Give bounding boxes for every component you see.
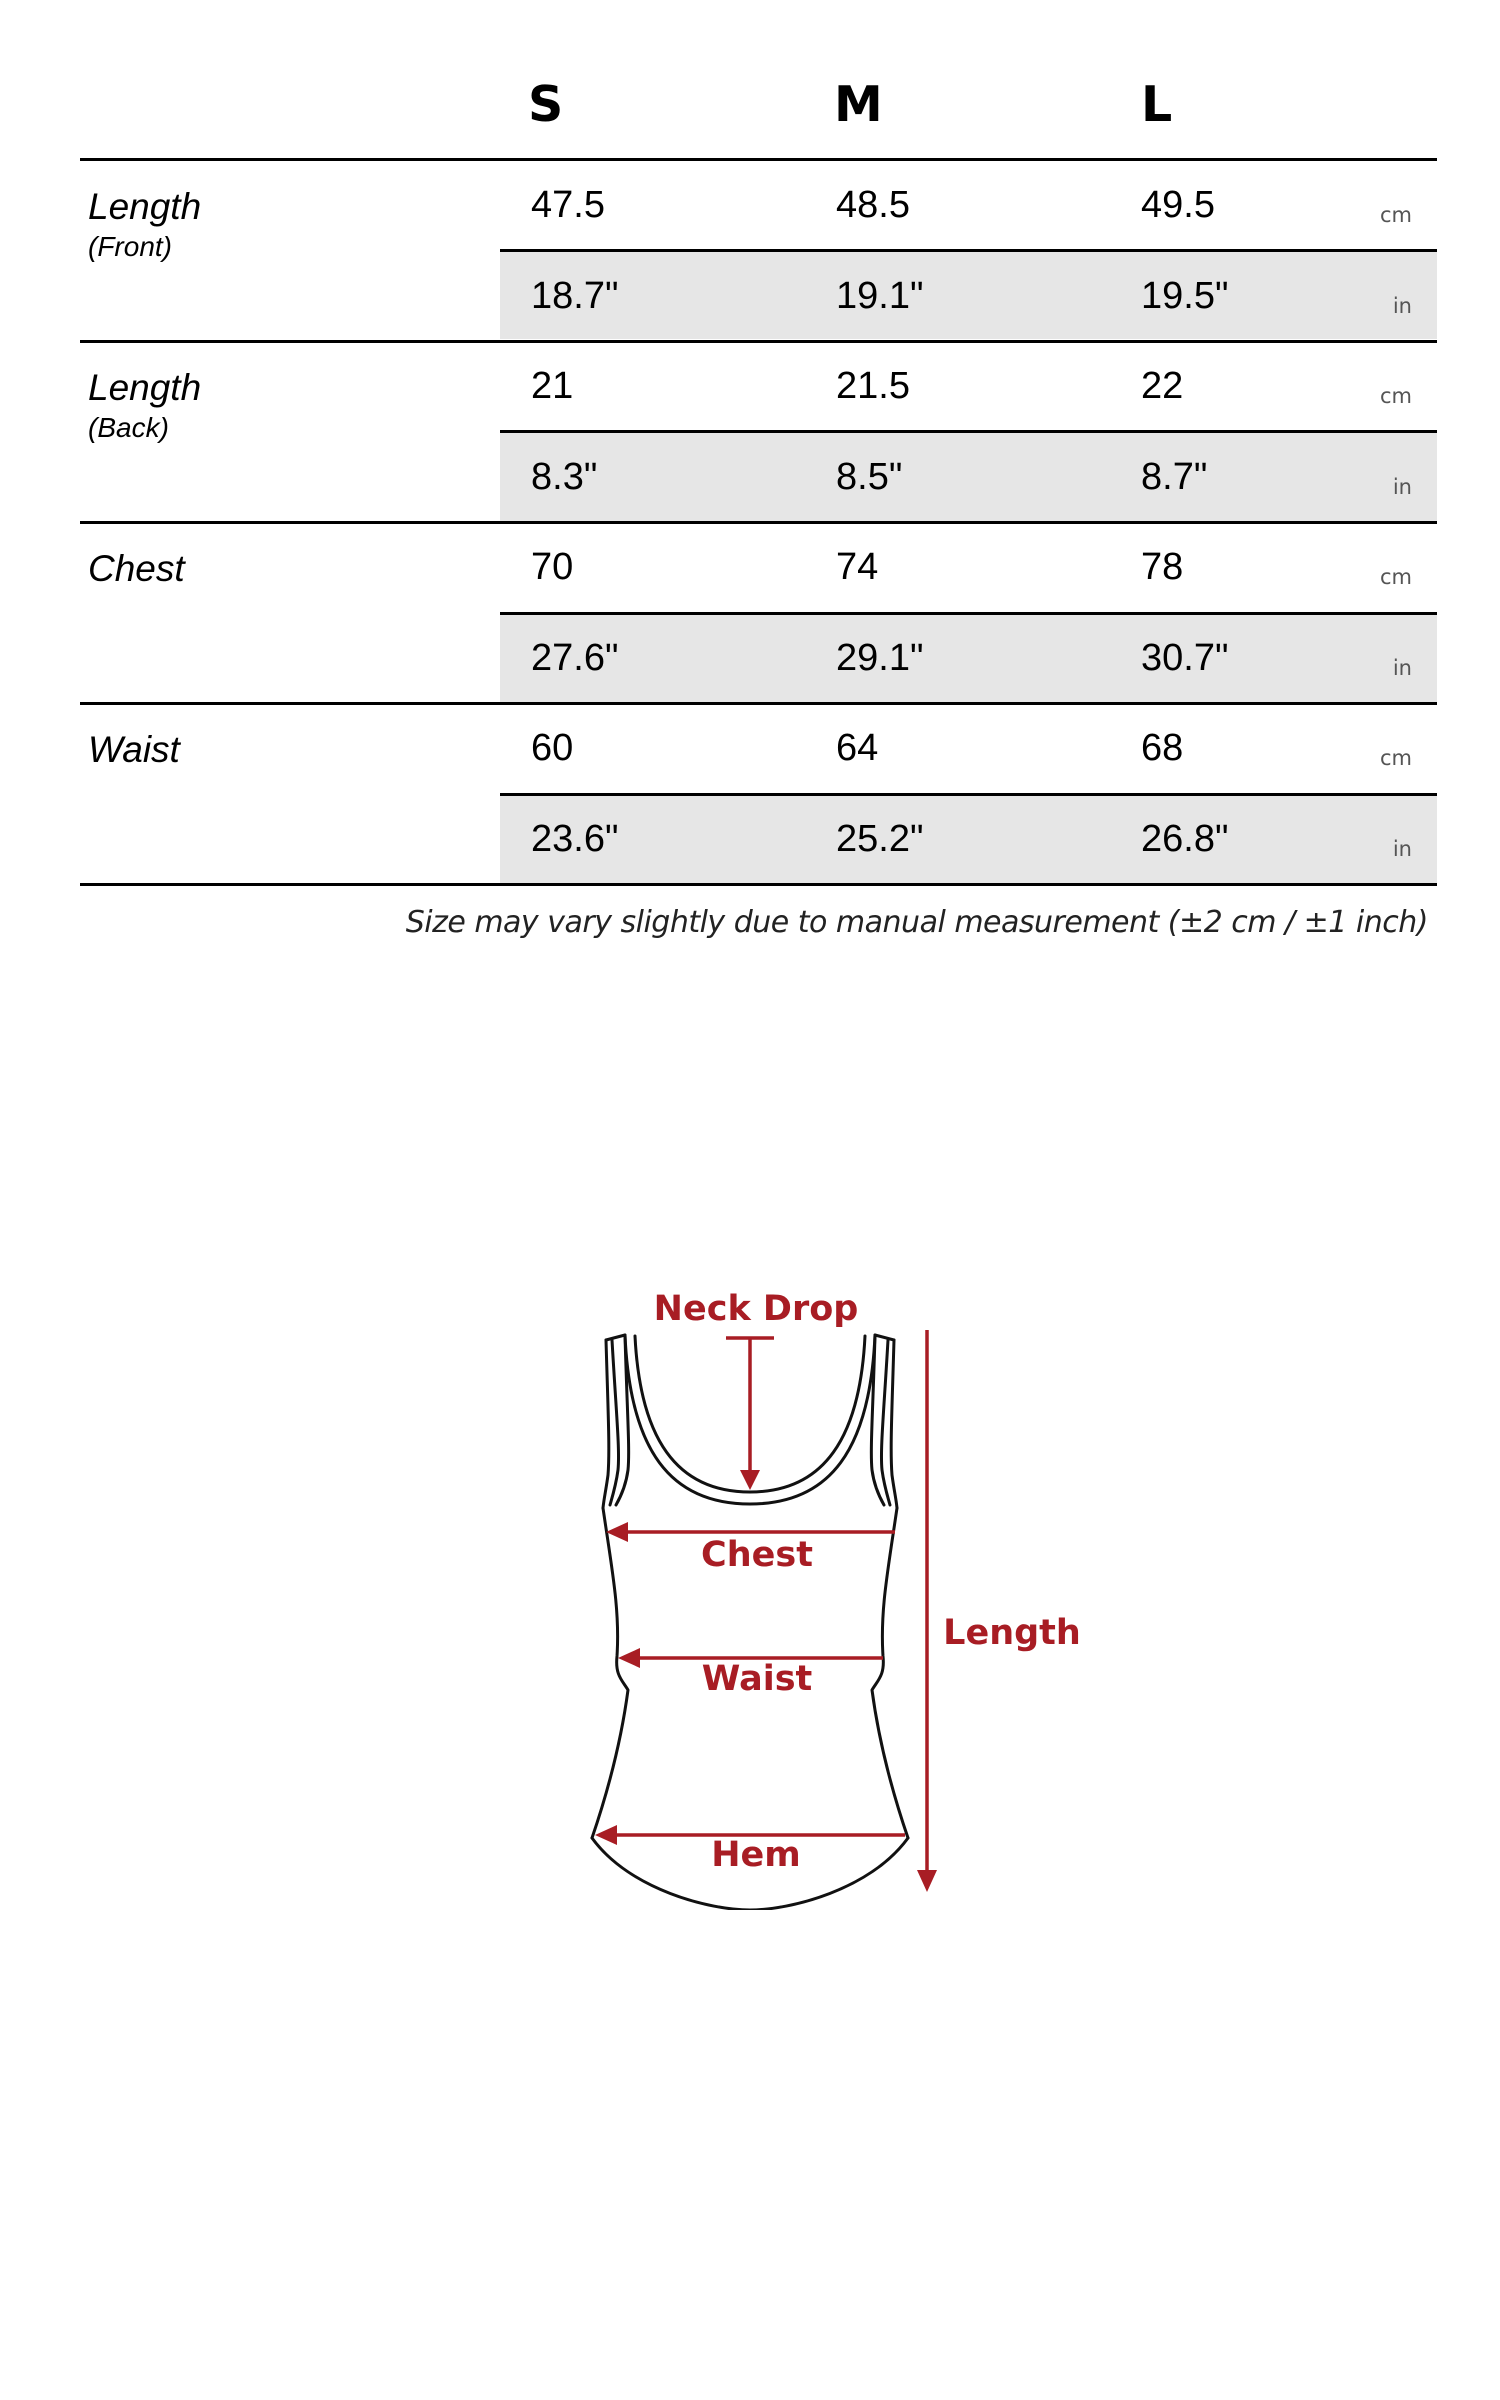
measurement-subname: (Front) — [88, 231, 172, 262]
value-in-s: 8.3" — [531, 456, 598, 498]
unit-in: in — [1392, 656, 1412, 680]
value-in-s: 18.7" — [531, 275, 619, 317]
value-in-s: 27.6" — [531, 637, 619, 679]
table-rule — [80, 702, 1437, 705]
measurement-name: Chest — [88, 548, 185, 589]
length-arrowhead — [917, 1870, 937, 1892]
value-cm-l: 22 — [1141, 365, 1184, 407]
measurement-name: Length — [88, 367, 202, 408]
value-cm-m: 48.5 — [836, 184, 910, 226]
size-header-s: S — [528, 76, 564, 133]
neck-drop-label: Neck Drop — [653, 1289, 859, 1329]
unit-in: in — [1392, 294, 1412, 318]
table-rule — [80, 521, 1437, 524]
table-rule — [80, 340, 1437, 343]
hem-label: Hem — [711, 1835, 801, 1875]
table-rule-inner — [500, 793, 1437, 796]
measurement-note: Size may vary slightly due to manual measurement (±2 cm / ±1 inch) — [405, 905, 1428, 940]
value-cm-m: 21.5 — [836, 365, 910, 407]
row-shade-length-front-in — [500, 251, 1437, 339]
tank-top-measurement-diagram — [560, 1270, 1100, 1910]
table-rule-bottom — [80, 883, 1437, 886]
value-cm-l: 68 — [1141, 727, 1184, 769]
unit-cm: cm — [1379, 565, 1412, 589]
measurement-arrows — [595, 1330, 937, 1892]
measurement-subname: (Back) — [88, 412, 169, 443]
length-label: Length — [943, 1613, 1081, 1653]
chest-label: Chest — [701, 1535, 813, 1575]
row-shade-waist-in — [500, 796, 1437, 884]
unit-in: in — [1392, 475, 1412, 499]
measurement-name: Waist — [88, 729, 180, 770]
chest-arrowhead — [606, 1522, 628, 1542]
value-in-l: 19.5" — [1141, 275, 1229, 317]
value-cm-s: 60 — [531, 727, 574, 769]
waist-arrowhead — [618, 1648, 640, 1668]
value-in-s: 23.6" — [531, 818, 619, 860]
size-header-m: M — [834, 76, 883, 133]
table-rule-inner — [500, 249, 1437, 252]
unit-in: in — [1392, 837, 1412, 861]
value-cm-m: 74 — [836, 546, 879, 588]
tank-top-outline-graphic — [560, 1270, 1100, 1910]
value-in-m: 8.5" — [836, 456, 903, 498]
row-shade-chest-in — [500, 614, 1437, 702]
value-in-l: 8.7" — [1141, 456, 1208, 498]
value-cm-l: 49.5 — [1141, 184, 1215, 226]
value-in-l: 26.8" — [1141, 818, 1229, 860]
value-cm-s: 70 — [531, 546, 574, 588]
size-header-l: L — [1141, 76, 1173, 133]
neck-drop-arrowhead — [740, 1470, 760, 1490]
table-rule-inner — [500, 430, 1437, 433]
unit-cm: cm — [1379, 384, 1412, 408]
value-in-l: 30.7" — [1141, 637, 1229, 679]
table-rule-top — [80, 158, 1437, 161]
row-shade-length-back-in — [500, 433, 1437, 521]
hem-arrowhead — [595, 1825, 617, 1845]
value-cm-s: 21 — [531, 365, 574, 407]
value-in-m: 29.1" — [836, 637, 924, 679]
table-rule-inner — [500, 612, 1437, 615]
value-cm-m: 64 — [836, 727, 879, 769]
unit-cm: cm — [1379, 203, 1412, 227]
value-in-m: 25.2" — [836, 818, 924, 860]
unit-cm: cm — [1379, 746, 1412, 770]
value-cm-l: 78 — [1141, 546, 1184, 588]
value-in-m: 19.1" — [836, 275, 924, 317]
value-cm-s: 47.5 — [531, 184, 605, 226]
waist-label: Waist — [701, 1659, 813, 1699]
measurement-name: Length — [88, 186, 202, 227]
